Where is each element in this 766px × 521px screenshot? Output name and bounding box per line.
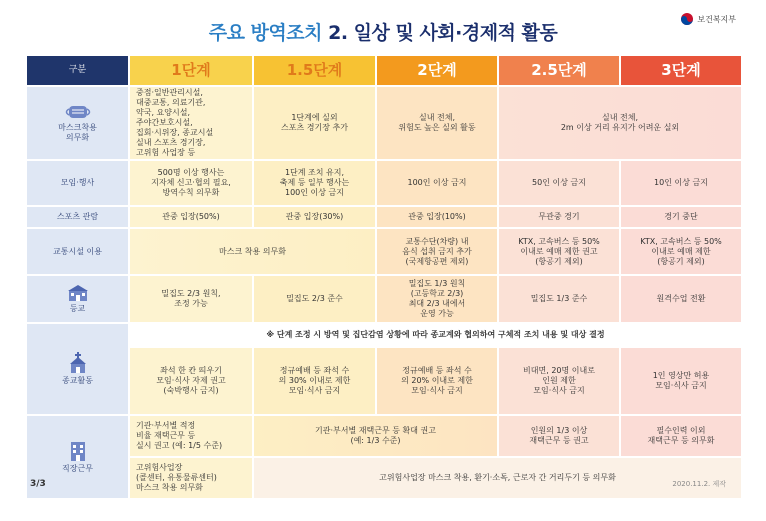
- logo-text: 보건복지부: [697, 14, 736, 24]
- cell-sports-level-3: 경기 중단: [621, 207, 741, 227]
- cell-religion-level-2: 정규예배 등 좌석 수 의 20% 이내로 제한 모임·식사 금지: [377, 348, 497, 414]
- cell-mask-level-2-5-3: 실내 전체, 2m 이상 거리 유지가 어려운 실외: [499, 87, 741, 159]
- cell-work-level-1-5-2: 기관·부서별 재택근무 등 확대 권고 (예: 1/3 수준): [254, 416, 497, 456]
- cell-sports-level-2-5: 무관중 경기: [499, 207, 619, 227]
- cell-gathering-level-3: 10인 이상 금지: [621, 161, 741, 205]
- cell-gathering-level-2-5: 50인 이상 금지: [499, 161, 619, 205]
- title-rest: 2. 일상 및 사회·경제적 활동: [321, 22, 558, 44]
- cell-school-level-1-5: 밀집도 2/3 준수: [254, 276, 375, 322]
- cell-sports-level-2: 관중 입장(10%): [377, 207, 497, 227]
- header-level-2: 2단계: [377, 56, 497, 85]
- cell-work-high-risk-rest: 고위험사업장 마스크 착용, 환기·소독, 근로자 간 거리두기 등 의무화: [254, 458, 741, 498]
- religion-note: ※ 단계 조정 시 방역 및 집단감염 상황에 따라 종교계와 협의하여 구체적 조치 내용 및 대상 결정: [130, 324, 741, 346]
- title-highlight: 주요 방역조치: [208, 22, 322, 44]
- cell-sports-level-1: 관중 입장(50%): [130, 207, 252, 227]
- cell-school-level-3: 원격수업 전환: [621, 276, 741, 322]
- cell-transit-level-3: KTX, 고속버스 등 50% 이내로 예매 제한 (항공기 제외): [621, 229, 741, 274]
- row-label-religion-text: 종교활동: [62, 376, 93, 385]
- mask-icon: [63, 103, 93, 121]
- header-level-3: 3단계: [621, 56, 741, 85]
- header-level-1-5: 1.5단계: [254, 56, 375, 85]
- cell-mask-level-2: 실내 전체, 위험도 높은 실외 활동: [377, 87, 497, 159]
- header-level-2-5: 2.5단계: [499, 56, 619, 85]
- cell-sports-level-1-5: 관중 입장(30%): [254, 207, 375, 227]
- header-corner: 구분: [27, 56, 128, 85]
- row-label-work-text: 직장근무: [62, 464, 93, 473]
- cell-mask-level-1: 중점·일반관리시설, 대중교통, 의료기관, 약국, 요양시설, 주야간보호시설, 집회·시위장, 종교시설 실내 스포츠 경기장, 고위험 사업장 등: [130, 87, 252, 159]
- cell-school-level-2: 밀집도 1/3 원칙 (고등학교 2/3) 최대 2/3 내에서 운영 가능: [377, 276, 497, 322]
- church-icon: [67, 352, 89, 374]
- row-label-transit: 교통시설 이용: [27, 229, 128, 274]
- cell-mask-level-1-5: 1단계에 실외 스포츠 경기장 추가: [254, 87, 375, 159]
- ministry-logo: [680, 12, 736, 26]
- header-level-1: 1단계: [130, 56, 252, 85]
- row-label-mask-text: 마스크착용 의무화: [58, 123, 97, 142]
- page-title: [0, 18, 766, 45]
- cell-gathering-level-2: 100인 이상 금지: [377, 161, 497, 205]
- school-icon: [67, 284, 89, 302]
- row-label-school: [27, 276, 128, 322]
- page-number: 3/3: [30, 479, 46, 489]
- row-label-religion: [27, 324, 128, 414]
- production-date: 2020.11.2. 제작: [672, 480, 726, 488]
- cell-transit-level-2-5: KTX, 고속버스 등 50% 이내로 예매 제한 권고 (항공기 제외): [499, 229, 619, 274]
- cell-work-level-3: 필수인력 이외 재택근무 등 의무화: [621, 416, 741, 456]
- cell-religion-level-2-5: 비대면, 20명 이내로 인원 제한 모임·식사 금지: [499, 348, 619, 414]
- cell-gathering-level-1-5: 1단계 조치 유지, 축제 등 일부 행사는 100인 이상 금지: [254, 161, 375, 205]
- cell-transit-level-1-1-5: 마스크 착용 의무화: [130, 229, 375, 274]
- cell-school-level-1: 밀집도 2/3 원칙, 조정 가능: [130, 276, 252, 322]
- row-label-sports: 스포츠 관람: [27, 207, 128, 227]
- cell-religion-level-1-5: 정규예배 등 좌석 수 의 30% 이내로 제한 모임·식사 금지: [254, 348, 375, 414]
- cell-work-high-risk-level-1: 고위험사업장 (콜센터, 유통물류센터) 마스크 착용 의무화: [130, 458, 252, 498]
- row-label-gathering: 모임·행사: [27, 161, 128, 205]
- taegeuk-icon: [680, 12, 694, 26]
- cell-religion-level-3: 1인 영상만 허용 모임·식사 금지: [621, 348, 741, 414]
- cell-religion-level-1: 좌석 한 칸 띄우기 모임·식사 자제 권고 (숙박행사 금지): [130, 348, 252, 414]
- cell-school-level-2-5: 밀집도 1/3 준수: [499, 276, 619, 322]
- row-label-school-text: 등교: [69, 304, 86, 313]
- cell-work-level-1: 기관·부서별 적정 비율 재택근무 등 실시 권고 (예: 1/5 수준): [130, 416, 252, 456]
- cell-work-level-2-5: 인원의 1/3 이상 재택근무 등 권고: [499, 416, 619, 456]
- office-building-icon: [68, 440, 88, 462]
- cell-transit-level-2: 교통수단(차량) 내 음식 섭취 금지 추가 (국제항공편 제외): [377, 229, 497, 274]
- cell-gathering-level-1: 500명 이상 행사는 지자체 신고·협의 필요, 방역수칙 의무화: [130, 161, 252, 205]
- row-label-mask: [27, 87, 128, 159]
